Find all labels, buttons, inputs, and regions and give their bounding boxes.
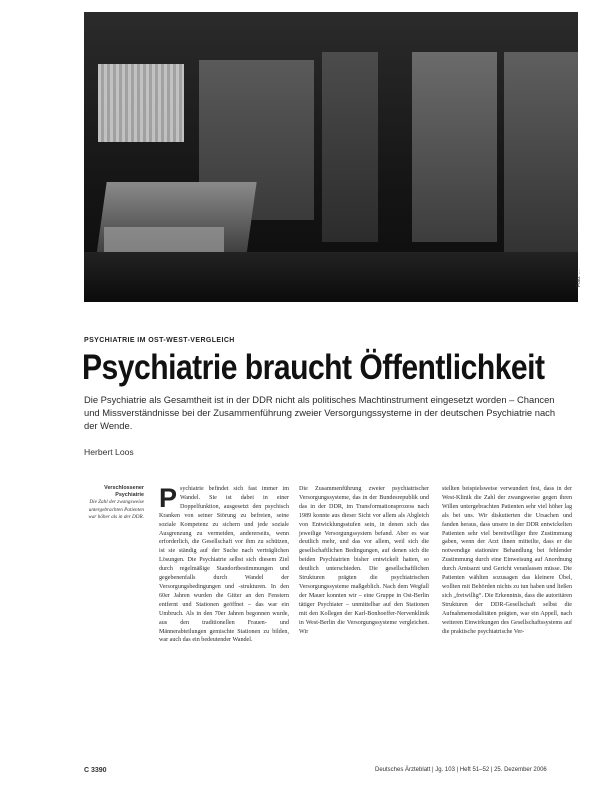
kicker: PSYCHIATRIE IM OST-WEST-VERGLEICH (84, 337, 235, 344)
column-3-text: stellten beispielsweise verwundert fest, dass in der West-Klinik die Zahl der zwangsweise gegen ihren Willen untergebrachten Patienten sehr viel höher lag als bei uns. Wir diskutierten die Ursachen und fanden heraus, dass unsere in der DDR entwickelten Patienten sehr viel bereitwilliger ihre Zustimmung gaben, wenn der Arzt ihnen mitteilte, dass er die notwendige stationäre Behandlung bei fehlender Zustimmung durch eine Einweisung auf Anordnung durch Amtsarzt und Gericht veranlassen müsse. Die Patienten wählten sozusagen das kleinere Übel, wollten mit Behörden nichts zu tun haben und ließen sich „freiwillig“. Die Erkenntnis, dass die autoritären Strukturen der DDR-Gesellschaft selbst die Aufnahmemodalitäten prägten, war ein Appell, nach weiteren Einwirkungen des Gesellschaftssystems auf die praktische psychiatrische Ver- (442, 486, 572, 635)
hospital-room-photo (84, 12, 578, 302)
headline: Psychiatrie braucht Öffentlichkeit (82, 348, 545, 387)
column-2-text: Die Zusammenführung zweier psychiatrischer Versorgungssysteme, das in der Bundesrepublik und das in der DDR, im Transformationsprozess nach 1989 konnte aus dieser Sicht vor allem als Abgleich von Entwicklungsstufen sein, in denen sich das jeweilige Versorgungssystem befand. Aber es war deutlich mehr, und das vor allem, weil sich die gesellschaftlichen Bedingungen, auf denen sich die beiden Psychiatrien bisher entwickelt hatten, so deutlich unterschieden. Die gesellschaftlichen Strukturen prägten die psychiatrischen Versorgungssysteme maßgeblich. Nach dem Wegfall der Mauer konnten wir – eine Gruppe in Ost-Berlin tätiger Psychiater – unmittelbar auf den Stationen mit den Kollegen der Karl-Bonhoeffer-Nervenklinik in West-Berlin die Versorgungssysteme vergleichen. Wir (299, 486, 429, 635)
photo-panel (322, 52, 378, 242)
journal-citation: Deutsches Ärzteblatt | Jg. 103 | Heft 51–52 | 25. Dezember 2006 (375, 767, 547, 773)
sidebar-title: Verschlossener Psychiatrie (104, 485, 144, 499)
lede: Die Psychiatrie als Gesamtheit ist in der DDR nicht als politisches Machtinstrument eingesetzt worden – Chancen und Missverständnisse bei der Zusammenführung zweier Versorgungssysteme in der deutschen Psychiatrie nach der Wende. (84, 394, 556, 431)
author: Herbert Loos (84, 447, 134, 457)
column-1-text: sychiatrie befindet sich fast immer im Wandel. Sie ist dabei in einer Doppelfunktion, ausgesetzt den psychisch Kranken von seiner Störung zu befreien, seine soziale Kompetenz zu sichern und jede soziale Ausgrenzung zu vermeiden, andererseits, wenn erforderlich, die Gesellschaft vor ihm zu schützen, ist sie ständig auf der Suche nach verträglichen Lösungen. Die Psychiatrie selbst sich diesem Ziel durch regelmäßige Standortbestimmungen und gegebenenfalls durch Wandel der Versorgungsbedingungen und -strukturen. In den 60er Jahren wurden die Gitter an den Fenstern entfernt und Stationen geöffnet – das war ein Umbruch. Als in den 70er Jahren begonnen wurde, aus den traditionellen Frauen- und Männerabteilungen gemischte Stationen zu bilden, war auch das ein bedeutender Wandel. (159, 486, 289, 644)
article-column-1 (159, 485, 289, 645)
article-column-2 (299, 485, 429, 636)
photo-credit: Foto: ... (576, 270, 582, 287)
photo-panel (412, 52, 497, 242)
photo-window (98, 64, 184, 142)
sidebar-caption (84, 485, 144, 521)
article-column-3 (442, 485, 572, 636)
drop-cap: P (159, 483, 178, 513)
page-number: C 3390 (84, 767, 107, 774)
sidebar-text: Die Zahl der zwangsweise untergebrachten Patienten war höher als in der DDR. (88, 499, 144, 520)
photo-floor (84, 252, 578, 302)
photo-panel (504, 52, 578, 252)
